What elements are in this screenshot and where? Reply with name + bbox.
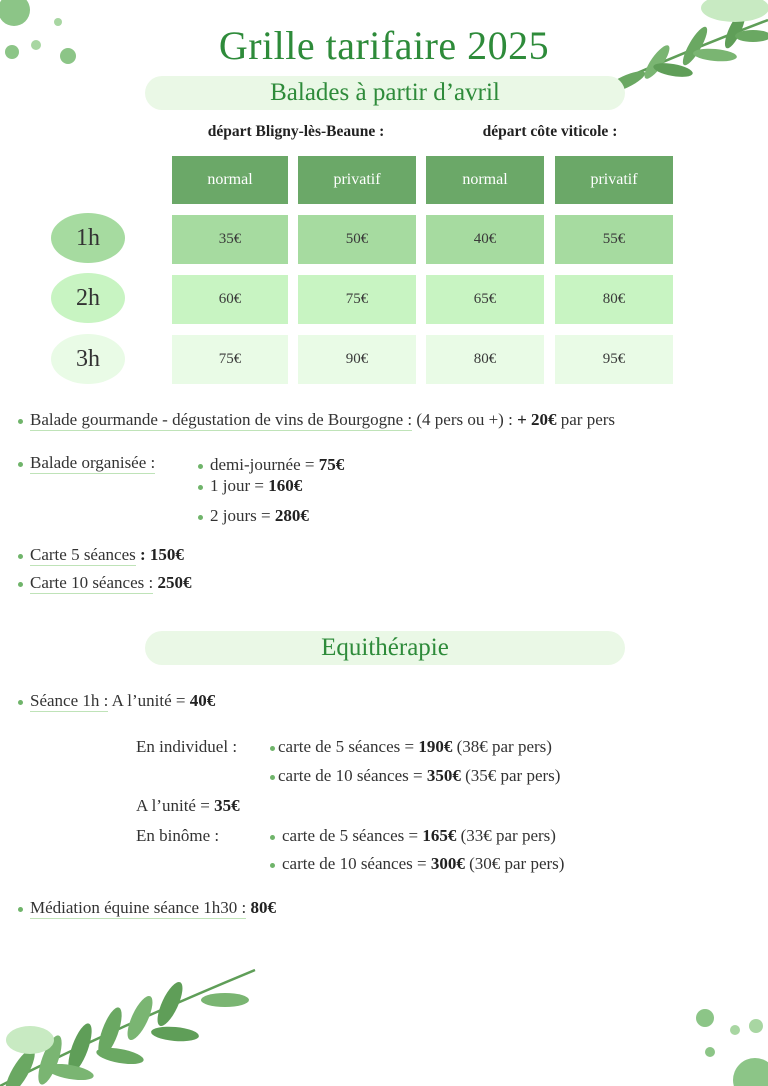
leaf-decoration-bottom-left xyxy=(0,960,260,1086)
organisee-option-1-jour: 1 jour = 160€ xyxy=(198,476,302,496)
mediation-line xyxy=(18,898,276,918)
price-cell: 55€ xyxy=(555,215,673,264)
duration-pill-3h: 3h xyxy=(51,334,125,384)
individuel-carte-5: carte de 5 séances = 190€ (38€ par pers) xyxy=(270,737,552,757)
price-cell: 75€ xyxy=(298,275,416,324)
duration-pill-1h: 1h xyxy=(51,213,125,263)
organisee-line xyxy=(18,453,155,473)
price-cell: 60€ xyxy=(172,275,288,324)
organisee-label: Balade organisée : xyxy=(30,453,156,472)
binome-carte-10: carte de 10 séances = 300€ (30€ par pers) xyxy=(270,854,564,874)
carte-10-label: Carte 10 séances : xyxy=(30,573,154,592)
column-header-privatif-1: privatif xyxy=(298,156,416,204)
price-cell: 35€ xyxy=(172,215,288,264)
bullet-icon xyxy=(18,462,23,467)
carte-5-price: : 150€ xyxy=(139,545,184,564)
price-cell: 75€ xyxy=(172,335,288,384)
price-cell: 50€ xyxy=(298,215,416,264)
price-cell: 80€ xyxy=(555,275,673,324)
bullet-icon xyxy=(18,700,23,705)
binome-label: En binôme : xyxy=(136,826,220,845)
gourmande-condition: (4 pers ou +) : xyxy=(416,410,513,429)
gourmande-line xyxy=(18,410,615,430)
seance-label: Séance 1h : xyxy=(30,691,109,710)
gourmande-suffix: par pers xyxy=(560,410,616,429)
price-cell: 65€ xyxy=(426,275,544,324)
seance-line: Séance 1h : A l’unité = 40€ xyxy=(18,691,215,711)
bullet-icon xyxy=(18,907,23,912)
price-cell: 80€ xyxy=(426,335,544,384)
leaf-decoration-bottom-right xyxy=(680,1000,768,1086)
bullet-icon xyxy=(18,582,23,587)
bullet-icon xyxy=(270,775,275,780)
column-header-normal-2: normal xyxy=(426,156,544,204)
bullet-icon xyxy=(270,746,275,751)
page-title: Grille tarifaire 2025 xyxy=(218,23,550,68)
bullet-icon xyxy=(198,464,203,469)
binome-carte-5: carte de 5 séances = 165€ (33€ par pers) xyxy=(270,826,556,846)
column-header-normal-1: normal xyxy=(172,156,288,204)
price-cell: 40€ xyxy=(426,215,544,264)
bullet-icon xyxy=(198,515,203,520)
carte-5-label: Carte 5 séances xyxy=(30,545,136,564)
balades-banner: Balades à partir d’avril xyxy=(145,76,625,110)
gourmande-label: Balade gourmande - dégustation de vins de Bourgogne : xyxy=(30,410,413,429)
mediation-label: Médiation équine séance 1h30 : xyxy=(30,898,247,917)
bullet-icon xyxy=(198,485,203,490)
price-cell: 90€ xyxy=(298,335,416,384)
carte-10-line xyxy=(18,573,191,593)
price-cell: 95€ xyxy=(555,335,673,384)
group-label-cote-viticole: départ côte viticole : xyxy=(482,123,618,140)
bullet-icon xyxy=(18,554,23,559)
organisee-option-2-jours: 2 jours = 280€ xyxy=(198,506,309,526)
carte-5-line xyxy=(18,545,184,565)
equitherapie-banner: Equithérapie xyxy=(145,631,625,665)
bullet-icon xyxy=(18,419,23,424)
unite-binome-line: A l’unité = 35€ xyxy=(136,796,240,815)
duration-pill-2h: 2h xyxy=(51,273,125,323)
individuel-label: En individuel : xyxy=(136,737,238,756)
column-header-privatif-2: privatif xyxy=(555,156,673,204)
individuel-carte-10: carte de 10 séances = 350€ (35€ par pers) xyxy=(270,766,560,786)
organisee-option-demi-journee: demi-journée = 75€ xyxy=(198,455,344,475)
mediation-price: 80€ xyxy=(250,898,276,917)
gourmande-price: + 20€ xyxy=(517,410,557,429)
group-label-bligny: départ Bligny-lès-Beaune : xyxy=(207,123,385,140)
carte-10-price: 250€ xyxy=(157,573,192,592)
bullet-icon xyxy=(270,835,275,840)
bullet-icon xyxy=(270,863,275,868)
